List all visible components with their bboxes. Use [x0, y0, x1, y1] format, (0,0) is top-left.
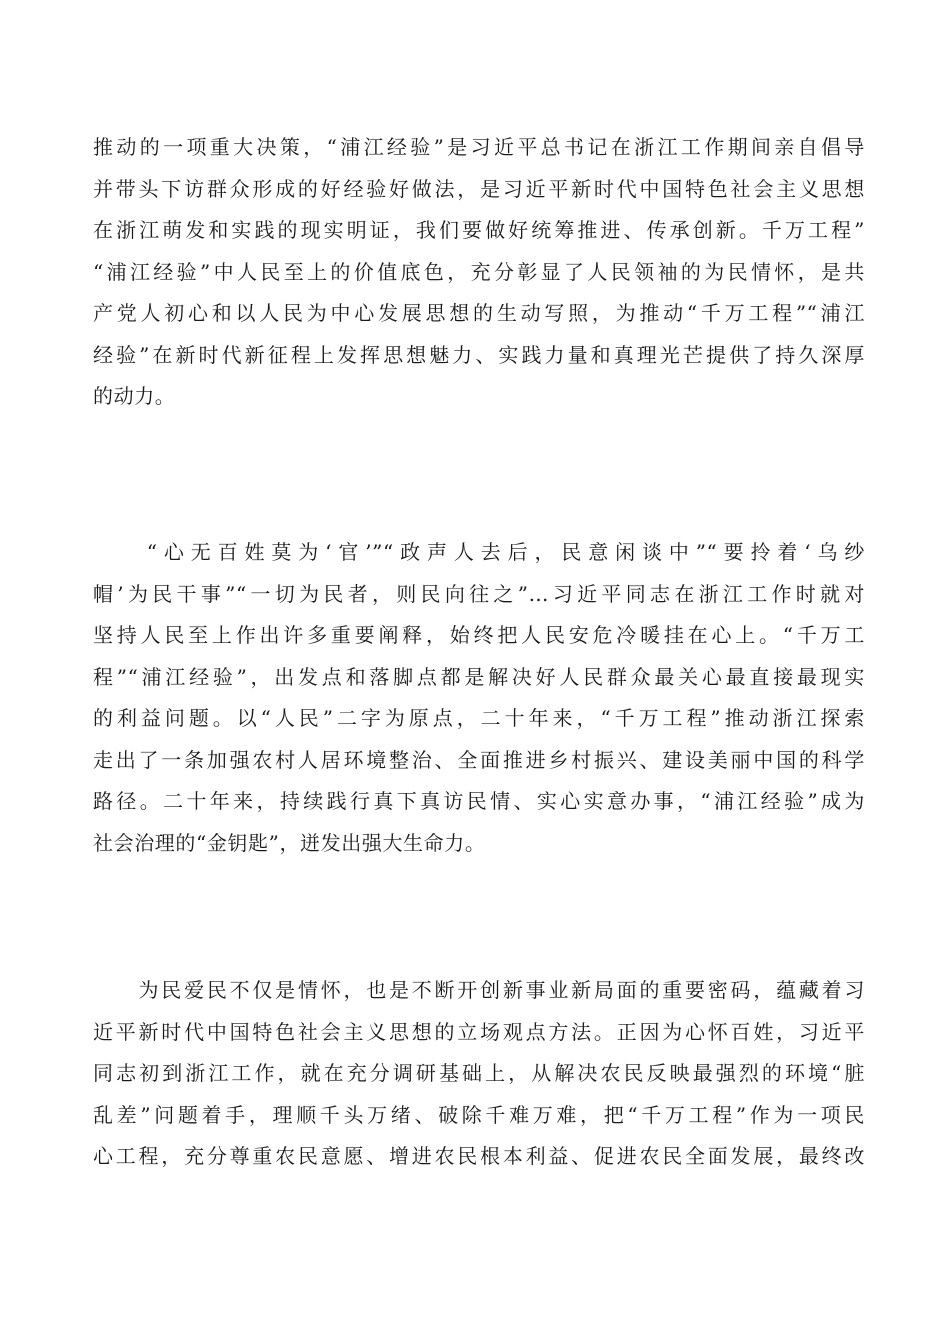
paragraph-line: 路径。二十年来，持续践行真下真访民情、实心实意办事，“浦江经验”成为	[93, 789, 865, 813]
paragraph-line: 心工程，充分尊重农民意愿、增进农民根本利益、促进农民全面发展，最终改	[93, 1144, 865, 1168]
paragraph-line: 社会治理的“金钥匙”，迸发出强大生命力。	[93, 830, 486, 855]
paragraph-line: 坚持人民至上作出许多重要阐释，始终把人民安危冷暖挂在心上。“千万工	[93, 623, 865, 647]
paragraph-line: 走出了一条加强农村人居环境整治、全面推进乡村振兴、建设美丽中国的科学	[93, 747, 865, 772]
paragraph-line: 推动的一项重大决策，“浦江经验”是习近平总书记在浙江工作期间亲自倡导	[93, 135, 865, 159]
paragraph-line: 产党人初心和以人民为中心发展思想的生动写照，为推动“千万工程”“浦江	[93, 301, 865, 325]
paragraph-3	[93, 970, 865, 1178]
paragraph-line: 近平新时代中国特色社会主义思想的立场观点方法。正因为心怀百姓，习近平	[93, 1019, 865, 1044]
paragraph-line: 乱差”问题着手，理顺千头万绪、破除千难万难，把“千万工程”作为一项民	[93, 1102, 865, 1127]
paragraph-line: 帽’为民干事”“一切为民者，则民向往之”…习近平同志在浙江工作时就对	[93, 581, 865, 606]
paragraph-2	[93, 532, 865, 864]
paragraph-line: 的动力。	[93, 384, 176, 408]
paragraph-1	[93, 127, 865, 418]
paragraph-line: 并带头下访群众形成的好经验好做法，是习近平新时代中国特色社会主义思想	[93, 176, 865, 201]
paragraph-line: 经验”在新时代新征程上发挥思想魅力、实践力量和真理光芒提供了持久深厚	[93, 342, 865, 367]
paragraph-line: 的利益问题。以“人民”二字为原点，二十年来，“千万工程”推动浙江探索	[93, 706, 865, 730]
paragraph-line: “心无百姓莫为‘官’”“政声人去后，民意闲谈中”“要拎着‘乌纱	[93, 540, 865, 564]
paragraph-line: “浦江经验”中人民至上的价值底色，充分彰显了人民领袖的为民情怀，是共	[93, 259, 865, 284]
paragraph-line: 为民爱民不仅是情怀，也是不断开创新事业新局面的重要密码，蕴藏着习	[93, 978, 865, 1002]
paragraph-line: 程”“浦江经验”，出发点和落脚点都是解决好人民群众最关心最直接最现实	[93, 664, 865, 689]
paragraph-line: 同志初到浙江工作，就在充分调研基础上，从解决农民反映最强烈的环境“脏	[93, 1061, 865, 1085]
paragraph-line: 在浙江萌发和实践的现实明证，我们要做好统筹推进、传承创新。千万工程”	[93, 218, 865, 242]
